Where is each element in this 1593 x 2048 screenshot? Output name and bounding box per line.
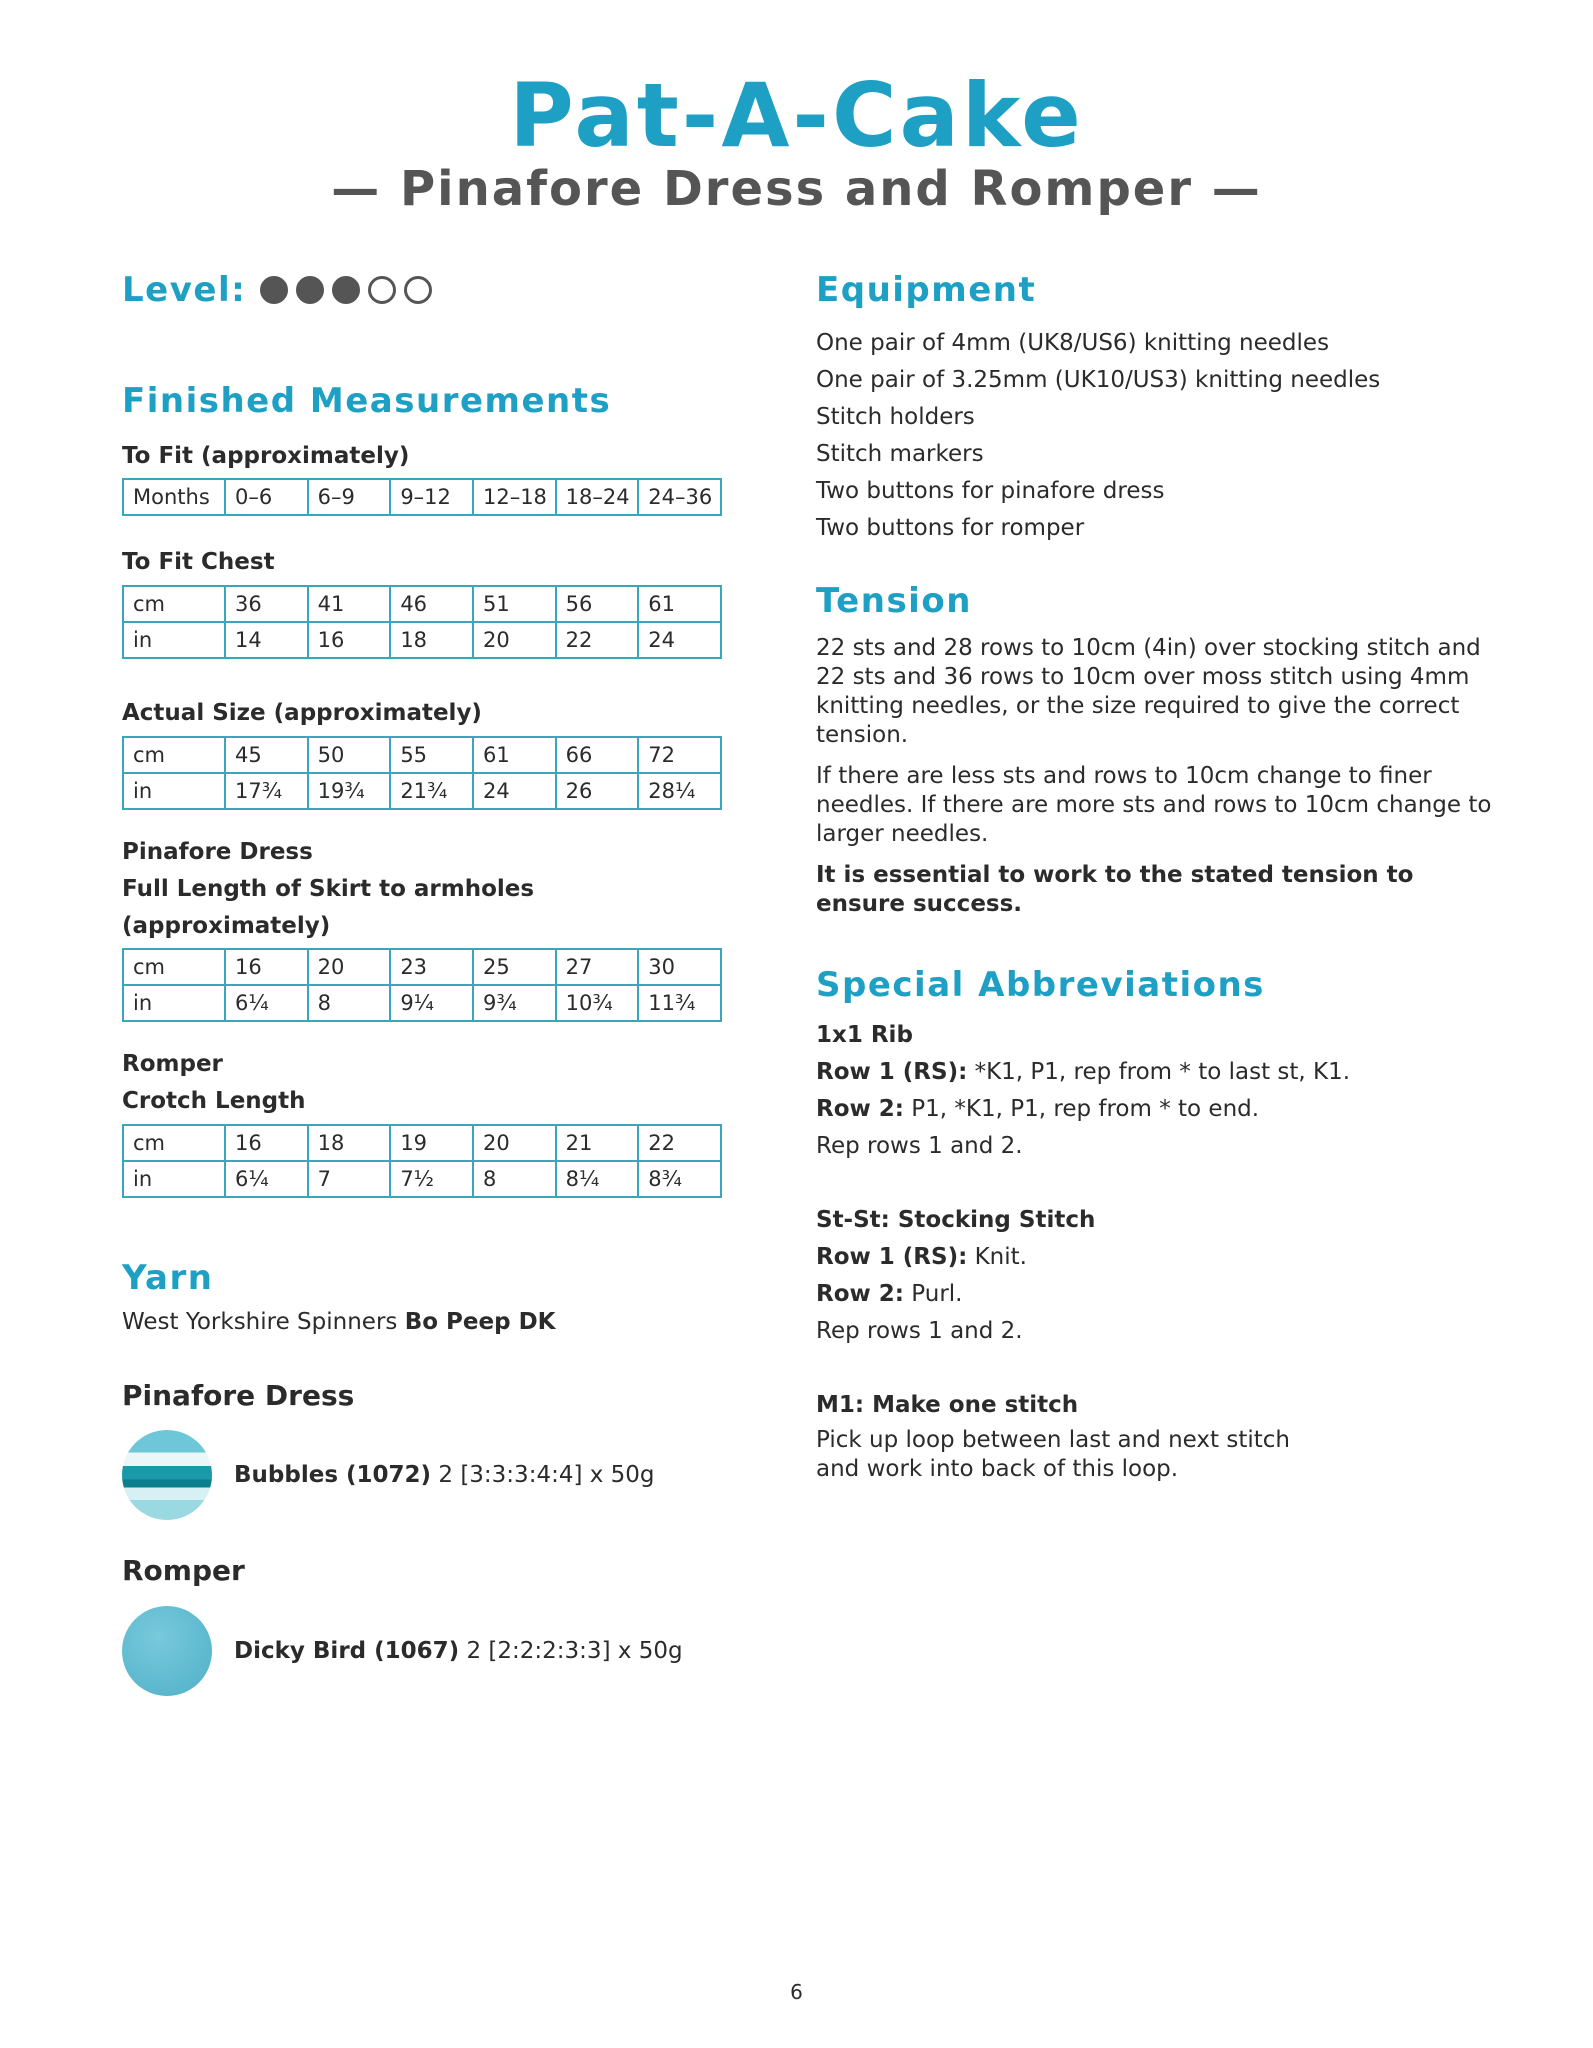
table-cell: 8¼ [556,1161,639,1197]
table-cell: 8 [308,985,391,1021]
stst-row-1-label: Row 1 (RS): [816,1244,968,1271]
table-cell: 22 [638,1125,721,1161]
table-cell: 55 [390,737,473,773]
rib-row-1-text: *K1, P1, rep from * to last st, K1. [967,1059,1351,1086]
table-cell: 72 [638,737,721,773]
table-cell: 12–18 [473,479,556,515]
level-dot-empty [404,276,432,304]
pinafore-measure-label: Pinafore Dress [122,838,313,865]
table-cell: 14 [225,622,308,658]
table-cell: 27 [556,949,639,985]
table-cell: 9¾ [473,985,556,1021]
yarn-pinafore-colour: Bubbles (1072) [234,1462,432,1489]
table-cell: 16 [308,622,391,658]
table-cell: 45 [225,737,308,773]
row-unit-cell: cm [123,949,225,985]
yarn-pinafore-amount: 2 [3:3:3:4:4] x 50g [438,1462,655,1489]
equipment-item: One pair of 3.25mm (UK10/US3) knitting needles [816,366,1381,393]
rib-row-1 [816,1054,1496,1091]
table-cell: 30 [638,949,721,985]
row-unit-cell: in [123,1161,225,1197]
stst-row-1 [816,1239,1496,1276]
level-dot-empty [368,276,396,304]
rib-repeat: Rep rows 1 and 2. [816,1133,1023,1160]
table-cell: 18 [308,1125,391,1161]
table-cell: 20 [473,1125,556,1161]
stst-repeat: Rep rows 1 and 2. [816,1318,1023,1345]
table-cell: 36 [225,586,308,622]
table-cell: 16 [225,949,308,985]
romper-measure-label: Romper [122,1051,223,1078]
level-dot-filled [296,276,324,304]
chest-label: To Fit Chest [122,549,275,576]
table-row [123,773,721,809]
left-column [122,270,742,1696]
table-cell: 18 [390,622,473,658]
table-cell: 8¾ [638,1161,721,1197]
stst-row-1-text: Knit. [967,1244,1027,1271]
table-cell: 21 [556,1125,639,1161]
table-cell: 25 [473,949,556,985]
table-cell: 28¼ [638,773,721,809]
level-dot-filled [332,276,360,304]
dicky-bird-yarn-swatch [122,1606,212,1696]
row-unit-cell: in [123,985,225,1021]
equipment-item: Two buttons for pinafore dress [816,477,1165,504]
yarn-heading: Yarn [122,1257,214,1298]
m1-text: Pick up loop between last and next stitch and work into back of this loop. [816,1427,1291,1483]
level-dots [260,276,432,304]
table-cell: 24 [473,773,556,809]
tension-paragraph-2: If there are less sts and rows to 10cm change to finer needles. If there are more sts and rows to 10cm change to larger needles. [816,762,1492,847]
table-cell: 8 [473,1161,556,1197]
table-cell: 61 [638,586,721,622]
table-cell: 18–24 [556,479,639,515]
actual-size-table [122,736,722,810]
rib-row-2-label: Row 2: [816,1096,904,1123]
tension-paragraph-1: 22 sts and 28 rows to 10cm (4in) over stocking stitch and 22 sts and 36 rows to 10cm over moss stitch using 4mm knitting needles, or the size required to give the correct tension. [816,634,1481,748]
yarn-description [122,1309,742,1335]
table-cell: 21¾ [390,773,473,809]
table-cell: 11¾ [638,985,721,1021]
table-cell: 23 [390,949,473,985]
table-row [123,1125,721,1161]
rib-title: 1x1 Rib [816,1022,913,1049]
table-cell: 61 [473,737,556,773]
yarn-pinafore-detail [234,1462,655,1488]
page-subtitle: — Pinafore Dress and Romper — [331,161,1262,217]
table-cell: 17¾ [225,773,308,809]
table-cell: 19 [390,1125,473,1161]
table-row [123,737,721,773]
to-fit-table [122,478,722,516]
stst-row-2 [816,1276,1496,1313]
table-cell: 26 [556,773,639,809]
stst-title: St-St: Stocking Stitch [816,1207,1096,1234]
tension-heading: Tension [816,580,972,621]
yarn-romper-colour: Dicky Bird (1067) [234,1637,460,1664]
table-cell: 20 [308,949,391,985]
yarn-pinafore-item [122,1430,742,1520]
table-cell: 9–12 [390,479,473,515]
page-number: 6 [790,1980,803,2004]
yarn-romper-label: Romper [122,1554,245,1588]
table-row [123,479,721,515]
table-cell: 6–9 [308,479,391,515]
m1-title: M1: Make one stitch [816,1392,1079,1419]
tension-note: It is essential to work to the stated tension to ensure success. [816,861,1414,917]
rib-row-2-text: P1, *K1, P1, rep from * to end. [903,1096,1260,1123]
equipment-item: Stitch holders [816,403,975,430]
rib-row-1-label: Row 1 (RS): [816,1059,968,1086]
right-column [816,270,1496,1484]
finished-measurements-heading: Finished Measurements [122,380,612,421]
table-row [123,949,721,985]
table-cell: 6¼ [225,1161,308,1197]
pinafore-length-table [122,948,722,1022]
bubbles-yarn-swatch [122,1430,212,1520]
table-cell: 9¼ [390,985,473,1021]
table-cell: 0–6 [225,479,308,515]
level-indicator [122,270,742,311]
table-cell: 10¾ [556,985,639,1021]
yarn-name: Bo Peep DK [404,1308,556,1335]
level-dot-filled [260,276,288,304]
equipment-list [816,325,1496,547]
table-row [123,985,721,1021]
table-cell: 66 [556,737,639,773]
page-title: Pat-A-Cake [509,64,1084,167]
level-heading: Level: [122,270,247,310]
actual-size-label: Actual Size (approximately) [122,700,482,727]
yarn-romper-item [122,1606,742,1696]
rib-row-2 [816,1091,1496,1128]
row-unit-cell: in [123,622,225,658]
table-cell: 50 [308,737,391,773]
table-cell: 41 [308,586,391,622]
table-cell: 24 [638,622,721,658]
romper-crotch-table [122,1124,722,1198]
to-fit-label: To Fit (approximately) [122,442,410,469]
table-row [123,622,721,658]
abbreviations-heading: Special Abbreviations [816,964,1265,1005]
yarn-pinafore-label: Pinafore Dress [122,1378,355,1412]
table-cell: 6¼ [225,985,308,1021]
table-cell: 46 [390,586,473,622]
row-unit-cell: Months [123,479,225,515]
table-cell: 19¾ [308,773,391,809]
row-unit-cell: cm [123,737,225,773]
pinafore-measure-sublabel: Full Length of Skirt to armholes (approximately) [122,875,535,939]
row-unit-cell: cm [123,1125,225,1161]
stst-row-2-label: Row 2: [816,1281,904,1308]
table-cell: 22 [556,622,639,658]
table-cell: 51 [473,586,556,622]
yarn-romper-detail [234,1638,683,1664]
row-unit-cell: cm [123,586,225,622]
chest-table [122,585,722,659]
stst-row-2-text: Purl. [903,1281,963,1308]
table-cell: 20 [473,622,556,658]
yarn-romper-amount: 2 [2:2:2:3:3] x 50g [466,1637,683,1664]
table-cell: 7 [308,1161,391,1197]
equipment-item: One pair of 4mm (UK8/US6) knitting needles [816,329,1330,356]
table-cell: 16 [225,1125,308,1161]
equipment-item: Stitch markers [816,440,984,467]
equipment-item: Two buttons for romper [816,514,1085,541]
table-row [123,1161,721,1197]
table-cell: 56 [556,586,639,622]
table-cell: 24–36 [638,479,721,515]
romper-measure-sublabel: Crotch Length [122,1088,306,1115]
table-cell: 7½ [390,1161,473,1197]
row-unit-cell: in [123,773,225,809]
equipment-heading: Equipment [816,270,1037,310]
table-row [123,586,721,622]
yarn-brand: West Yorkshire Spinners [122,1308,398,1335]
